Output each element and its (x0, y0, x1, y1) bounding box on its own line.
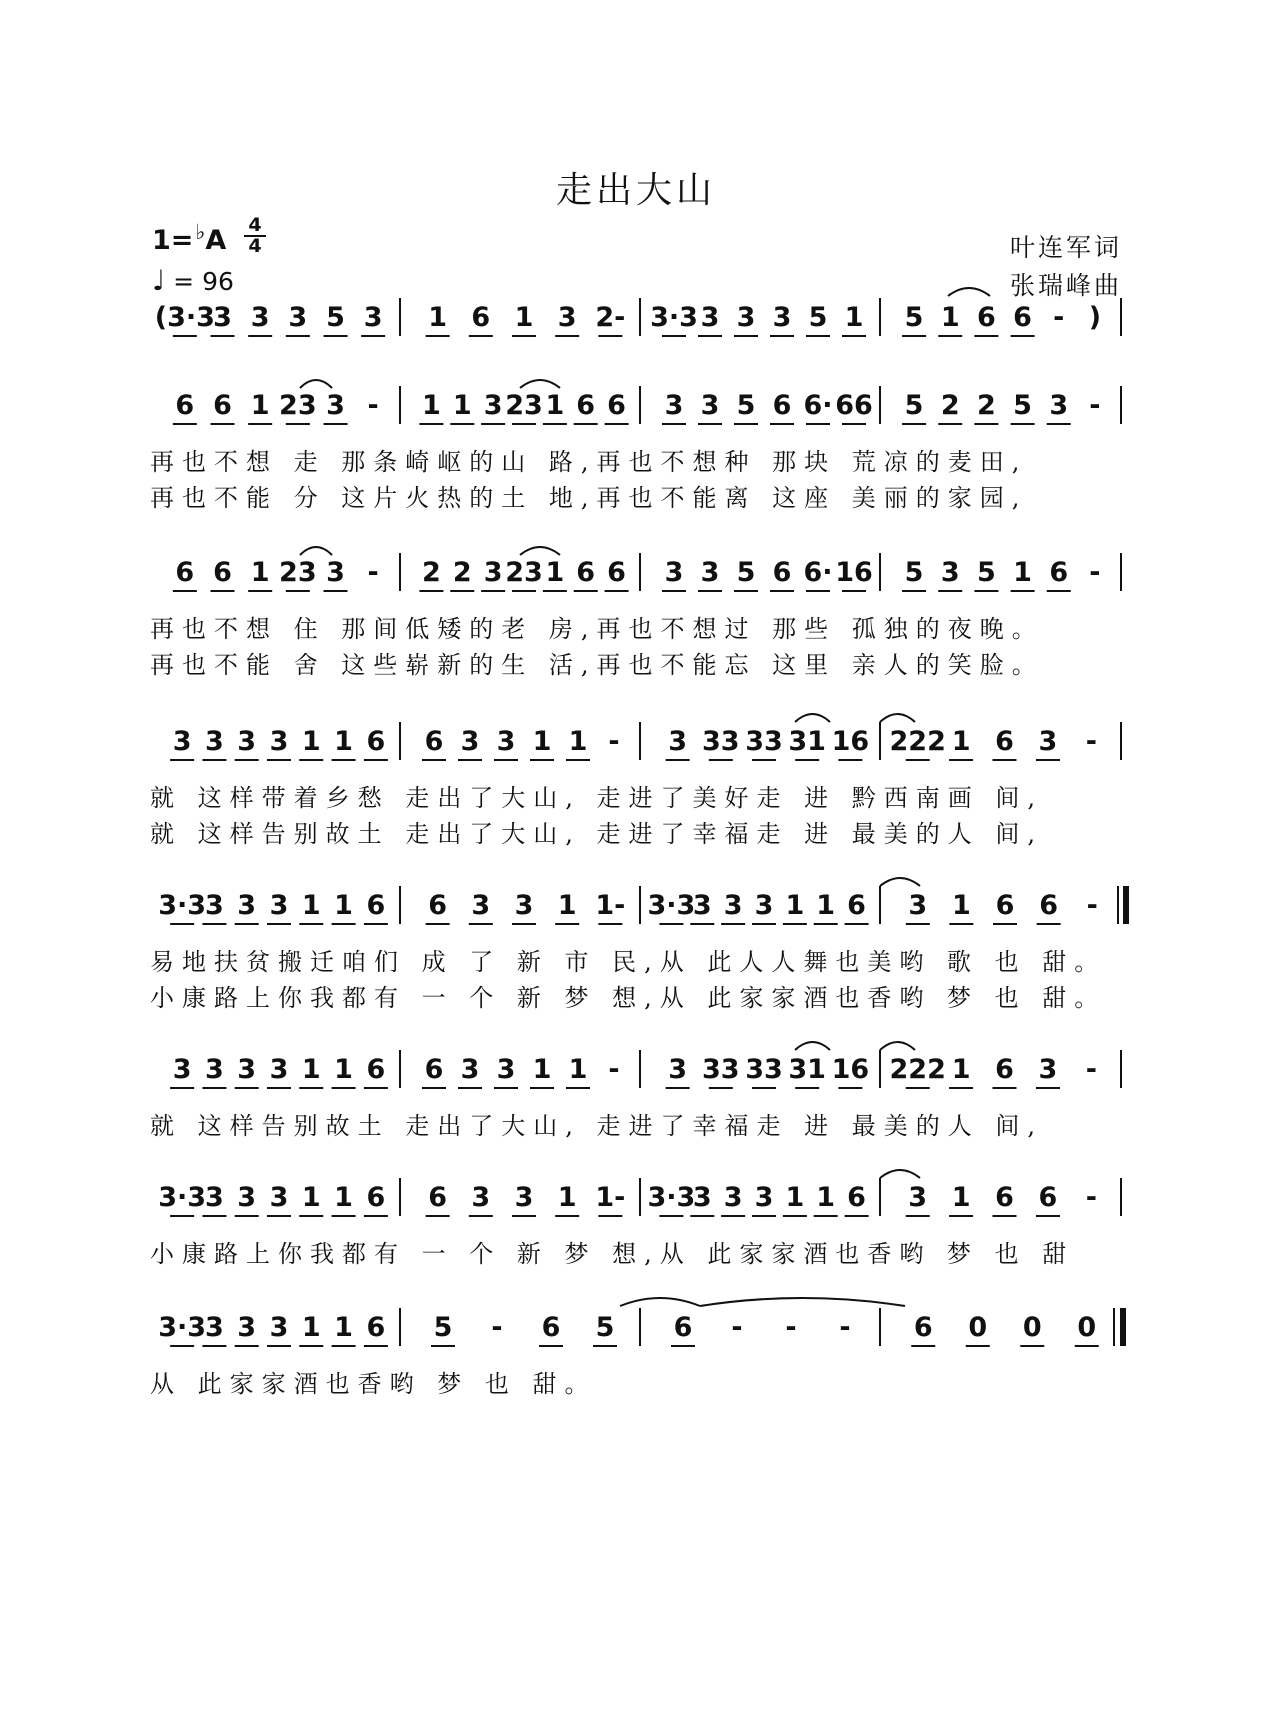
note-token: 1 (301, 1182, 321, 1213)
note-token: 6 (847, 890, 866, 921)
lyric-line: 再也不能 分 这片火热的土 地,再也不能离 这座 美丽的家园, (150, 484, 1028, 512)
note-token: 3 (1038, 1054, 1058, 1085)
note-token: 31 (788, 1054, 826, 1085)
note-token: 1 (844, 302, 864, 333)
note-token: 3 (460, 1054, 480, 1085)
note-token: 1 (514, 302, 534, 333)
note-token: 6 (428, 1182, 447, 1213)
note-token: 3 (496, 1054, 516, 1085)
note-token: 5 (326, 302, 345, 333)
lyric-line: 从 此家家酒也香哟 梦 也 甜。 (150, 1370, 597, 1398)
note-token: 3 (213, 302, 232, 333)
note-token: 1 (334, 1312, 353, 1343)
note-token: 6 (673, 1312, 693, 1343)
note-token: 3 (172, 1054, 192, 1085)
time-numerator: 4 (244, 216, 266, 237)
lyric-line: 小康路上你我都有 一 个 新 梦 想,从 此家家酒也香哟 梦 也 甜 (150, 1240, 1075, 1268)
slur-arc (700, 1298, 905, 1306)
note-token: 1 (301, 726, 321, 757)
lyric-line: 再也不想 走 那条崎岖的山 路,再也不想种 那块 荒凉的麦田, (150, 448, 1028, 476)
note-token: 3 (692, 1182, 712, 1213)
note-token: 3 (471, 1182, 491, 1213)
note-token: 6 (366, 726, 386, 757)
note-token: 3 (250, 302, 270, 333)
note-token: 3 (736, 302, 756, 333)
note-token: 1 (545, 390, 565, 421)
lyricist-credit: 叶连军词 (1009, 233, 1122, 262)
note-token: 6 (366, 1182, 386, 1213)
note-token: 6 (175, 390, 195, 421)
note-token: 3 (483, 557, 503, 588)
note-token: 6 (424, 726, 444, 757)
slur-arc (795, 714, 830, 722)
note-token: 2 (452, 557, 472, 588)
note-token: 6 (977, 302, 996, 333)
note-token: 3 (908, 890, 928, 921)
note-token: 5 (736, 390, 756, 421)
slur-arc (795, 1042, 830, 1050)
note-token: 2 (940, 390, 960, 421)
flat-sign: ♭ (195, 220, 206, 244)
note-token: - (367, 557, 379, 588)
note-token: 3 (237, 1312, 257, 1343)
note-token: 33 (745, 1054, 783, 1085)
note-token: 1 (250, 390, 270, 421)
note-token: 3·3 (158, 890, 207, 921)
note-token: - (1085, 1054, 1097, 1085)
note-token: 6 (995, 726, 1014, 757)
note-token: 3 (700, 390, 720, 421)
note-token: 3 (269, 1054, 289, 1085)
note-token: 3 (205, 1182, 224, 1213)
note-token: 1 (452, 390, 472, 421)
note-token: 3 (205, 726, 224, 757)
key-signature: 1=♭A (152, 220, 227, 256)
lyric-line: 就 这样告别故土 走出了大山, 走进了幸福走 进 最美的人 间, (150, 820, 1044, 848)
note-token: 2 (977, 390, 996, 421)
note-token: 6 (772, 557, 792, 588)
note-token: 3 (269, 1182, 289, 1213)
note-token: 3·3 (647, 890, 696, 921)
note-token: 1 (428, 302, 447, 333)
note-token: 1 (940, 302, 960, 333)
note-token: 3 (664, 390, 684, 421)
note-token: 1 (785, 1182, 805, 1213)
note-token: 1- (595, 890, 626, 921)
note-token: 6 (607, 557, 626, 588)
note-token: 3 (723, 1182, 743, 1213)
note-token: 6 (366, 1054, 386, 1085)
note-token: - (1089, 390, 1101, 421)
note-token: 6 (471, 302, 491, 333)
slur-arc (880, 878, 920, 886)
note-token: 33 (745, 726, 783, 757)
note-token: 3 (471, 890, 491, 921)
note-token: 66 (835, 390, 873, 421)
note-token: - (839, 1312, 851, 1343)
slur-arc (880, 714, 915, 722)
note-token: 1 (816, 890, 836, 921)
note-token: 6 (607, 390, 626, 421)
note-token: 1 (301, 1312, 321, 1343)
note-token: 3 (172, 726, 192, 757)
note-token: 16 (831, 1054, 870, 1085)
note-token: 1 (334, 1054, 353, 1085)
note-token: 1- (595, 1182, 626, 1213)
note-token: - (367, 390, 379, 421)
note-token: 1 (568, 726, 588, 757)
note-token: 3·3 (158, 1312, 207, 1343)
note-token: 5 (433, 1312, 453, 1343)
note-token: 3 (237, 1182, 257, 1213)
note-token: 23 (279, 390, 317, 421)
note-token: 16 (831, 726, 870, 757)
note-token: 33 (702, 1054, 740, 1085)
lyric-line: 再也不能 舍 这些崭新的生 活,再也不能忘 这里 亲人的笑脸。 (150, 651, 1044, 679)
note-token: 3 (668, 726, 687, 757)
note-token: 5 (1013, 390, 1032, 421)
note-token: 1 (785, 890, 805, 921)
note-token: 3·3 (650, 302, 698, 333)
note-token: 31 (788, 726, 826, 757)
note-token: 3 (668, 1054, 687, 1085)
quarter-note-icon: ♩ (152, 264, 166, 297)
note-token: 1 (422, 390, 441, 421)
note-token: 6 (541, 1312, 561, 1343)
note-token: 6 (1013, 302, 1032, 333)
note-token: 23 (505, 557, 543, 588)
note-token: 5 (904, 390, 924, 421)
time-denominator: 4 (248, 235, 262, 257)
note-token: 6 (213, 390, 232, 421)
time-signature (244, 216, 266, 256)
note-token: 1 (532, 1054, 552, 1085)
slur-arc (948, 288, 990, 296)
note-token: 3 (237, 726, 257, 757)
note-token: 3 (205, 1312, 224, 1343)
slur-arc (620, 1298, 700, 1306)
note-token: 6 (424, 1054, 444, 1085)
note-token: 3 (205, 1054, 224, 1085)
note-token: 3·3 (158, 1182, 207, 1213)
slur-arc (880, 1170, 920, 1178)
note-token: 1 (557, 1182, 577, 1213)
note-token: 3 (908, 1182, 928, 1213)
note-token: - (1085, 726, 1097, 757)
note-token: 3 (1049, 390, 1069, 421)
lyric-line: 就 这样带着乡愁 走出了大山, 走进了美好走 进 黔西南画 间, (150, 784, 1044, 812)
note-token: 3 (237, 890, 257, 921)
note-token: 6 (428, 890, 447, 921)
note-token: 6 (213, 557, 232, 588)
note-token: 3 (692, 890, 712, 921)
note-token: 3 (514, 1182, 534, 1213)
note-token: 6 (847, 1182, 866, 1213)
lyric-line: 就 这样告别故土 走出了大山, 走进了幸福走 进 最美的人 间, (150, 1112, 1044, 1140)
note-token: 6· (803, 390, 833, 421)
slur-arc (880, 1042, 915, 1050)
note-token: 1 (1013, 557, 1032, 588)
note-token: 0 (1077, 1312, 1097, 1343)
note-token: 5 (736, 557, 756, 588)
note-token: 6 (175, 557, 195, 588)
note-token: 3 (772, 302, 792, 333)
note-token: 3 (269, 1312, 289, 1343)
note-token: - (1053, 302, 1065, 333)
note-token: 6 (366, 890, 386, 921)
note-token: 3 (460, 726, 480, 757)
note-token: 1 (816, 1182, 836, 1213)
note-token: 2 (422, 557, 441, 588)
note-token: 6 (913, 1312, 933, 1343)
note-token: 3 (700, 302, 720, 333)
note-token: 1 (301, 1054, 321, 1085)
slur-arc (520, 380, 560, 388)
note-token: 23 (279, 557, 317, 588)
note-token: 3 (664, 557, 684, 588)
note-token: 33 (702, 726, 740, 757)
note-token: - (491, 1312, 503, 1343)
note-token: 1 (334, 890, 353, 921)
note-token: 6 (995, 1054, 1014, 1085)
note-token: 6 (366, 1312, 386, 1343)
note-token: 3 (269, 890, 289, 921)
note-token: 5 (595, 1312, 615, 1343)
note-token: 3 (326, 557, 345, 588)
note-token: - (1085, 1182, 1097, 1213)
lyric-line: 易地扶贫搬迁咱们 成 了 新 市 民,从 此人人舞也美哟 歌 也 甜。 (150, 948, 1107, 976)
note-token: 6 (576, 557, 596, 588)
slur-arc (520, 547, 560, 555)
note-token: (3·3 (154, 302, 215, 333)
note-token: 3 (269, 726, 289, 757)
note-token: 6 (576, 390, 596, 421)
note-token: 0 (1022, 1312, 1042, 1343)
note-token: 1 (334, 1182, 353, 1213)
note-token: 1 (532, 726, 552, 757)
note-token: - (1086, 890, 1098, 921)
note-token: 1 (545, 557, 565, 588)
note-token: 1 (568, 1054, 588, 1085)
note-token: 3 (514, 890, 534, 921)
note-token: - (731, 1312, 743, 1343)
note-token: - (1089, 557, 1101, 588)
note-token: 23 (505, 390, 543, 421)
note-token: 6 (1039, 890, 1058, 921)
note-token: 222 (889, 1054, 946, 1085)
note-token: 6 (1038, 1182, 1058, 1213)
note-token: 3 (700, 557, 720, 588)
note-token: 3 (940, 557, 960, 588)
note-token: 3 (363, 302, 383, 333)
note-token: 3 (288, 302, 308, 333)
note-token: 5 (977, 557, 996, 588)
note-token: 1 (951, 1182, 971, 1213)
note-token: 6 (1049, 557, 1069, 588)
note-token: 3 (205, 890, 224, 921)
note-token: 3 (496, 726, 516, 757)
note-token: 6· (803, 557, 833, 588)
slur-arc (300, 547, 332, 555)
note-token: 3·3 (647, 1182, 696, 1213)
note-token: 3 (483, 390, 503, 421)
note-token: 1 (951, 890, 971, 921)
note-token: 1 (951, 726, 971, 757)
note-token: 5 (808, 302, 828, 333)
note-token: 6 (772, 390, 792, 421)
song-title: 走出大山 (555, 170, 716, 211)
lyric-line: 小康路上你我都有 一 个 新 梦 想,从 此家家酒也香哟 梦 也 甜。 (150, 984, 1107, 1012)
note-token: - (608, 726, 620, 757)
note-token: - (785, 1312, 797, 1343)
note-token: 3 (723, 890, 743, 921)
note-token: 1 (557, 890, 577, 921)
slur-arc (300, 380, 332, 388)
composer-credit: 张瑞峰曲 (1009, 271, 1122, 300)
tempo-marking: ♩ = 96 (152, 264, 234, 297)
note-token: ) (1088, 302, 1102, 333)
note-token: 3 (754, 890, 774, 921)
note-token: - (608, 1054, 620, 1085)
note-token: 3 (326, 390, 345, 421)
note-token: 0 (968, 1312, 988, 1343)
note-token: 1 (301, 890, 321, 921)
note-token: 1 (250, 557, 270, 588)
note-token: 16 (835, 557, 873, 588)
note-token: 222 (889, 726, 946, 757)
note-token: 5 (904, 557, 924, 588)
lyric-line: 再也不想 住 那间低矮的老 房,再也不想过 那些 孤独的夜晚。 (150, 615, 1044, 643)
note-token: 2- (595, 302, 626, 333)
note-token: 3 (557, 302, 577, 333)
note-token: 3 (1038, 726, 1058, 757)
note-token: 5 (904, 302, 924, 333)
note-token: 3 (237, 1054, 257, 1085)
note-token: 3 (754, 1182, 774, 1213)
note-token: 6 (995, 1182, 1014, 1213)
note-token: 1 (334, 726, 353, 757)
note-token: 6 (995, 890, 1015, 921)
note-token: 1 (951, 1054, 971, 1085)
